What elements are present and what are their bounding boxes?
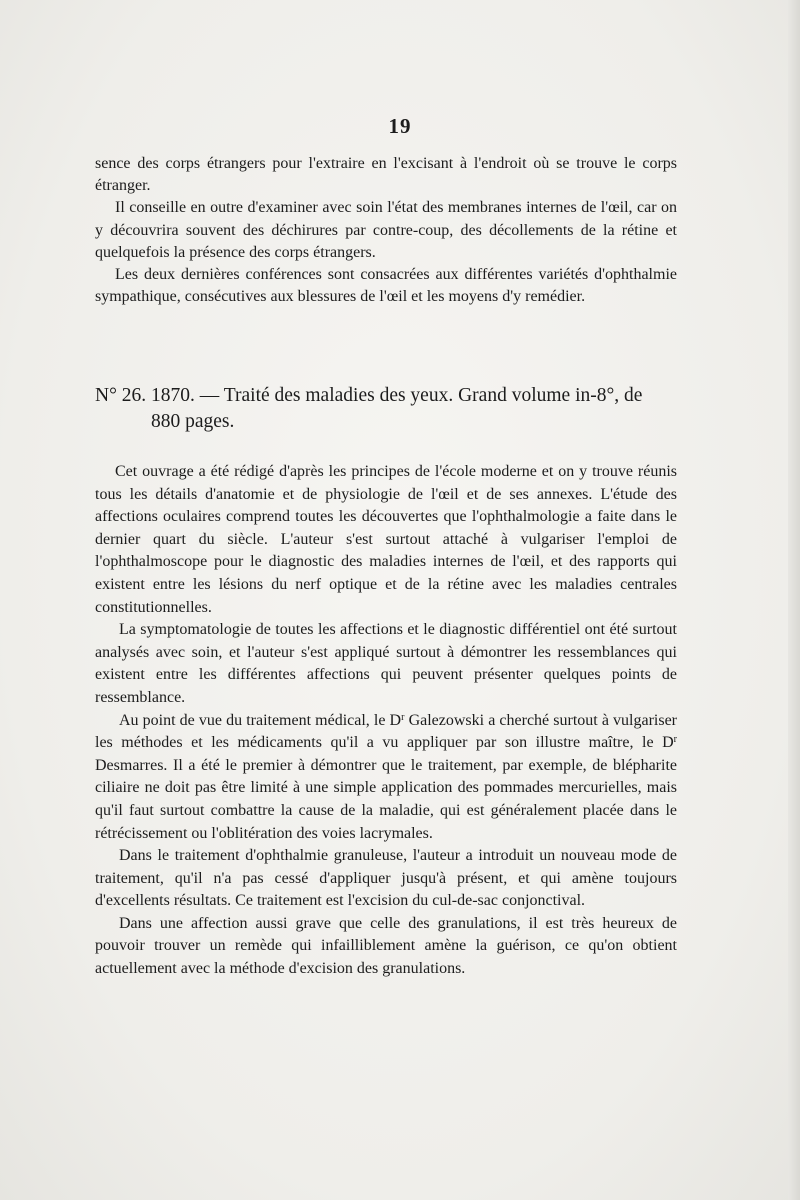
entry-heading-line1: N° 26. 1870. — Traité des maladies des yeux. Grand volume in-8°, de [95, 385, 643, 406]
paragraph: Il conseille en outre d'examiner avec soin l'état des membranes internes de l'œil, car on y découvrira souvent des déchirures par contre-coup, des décollements de la rétine et quelquefois la présence des corps étrangers. [95, 199, 677, 261]
paragraph: Dans une affection aussi grave que celle des granulations, il est très heureux de pouvoir trouver un remède qui infailliblement amène la guérison, ce qu'on obtient actuellement avec la méthode d'excision des granulations. [95, 914, 677, 978]
paragraph-text: Au point de vue du traitement médical, le D [119, 711, 402, 729]
entry-heading-line2: 880 pages. [151, 411, 235, 432]
top-text-block [95, 153, 677, 308]
page-edge-shadow [788, 0, 800, 1200]
paragraph: Les deux dernières conférences sont consacrées aux différentes variétés d'ophthalmie sympathique, consécutives aux blessures de l'œil et les moyens d'y remédier. [95, 266, 677, 306]
paragraph: Cet ouvrage a été rédigé d'après les principes de l'école moderne et on y trouve réunis tous les détails d'anatomie et de physiologie de l'œil et de ses annexes. L'étude des affections oculaires comprend toutes les découvertes que l'ophthalmologie a faite dans le dernier quart du siècle. L'auteur s'est surtout attaché à vulgariser l'emploi de l'ophthalmoscope pour le diagnostic des maladies internes de l'œil, et des rapports qui existent entre les lésions du nerf optique et de la rétine avec les maladies centrales constitutionnelles. [95, 463, 677, 616]
paragraph [95, 710, 677, 846]
body-text-block [95, 461, 677, 981]
paragraph-text: Desmarres. Il a été le premier à démontrer que le traitement, par exemple, de blépharite ciliaire ne doit pas être limité à une simple application des pommades mercurielles, mais qu'il faut surtout combattre la cause de la maladie, qui est généralement placée dans le rétrécissement ou l'oblitération des voies lacrymales. [95, 756, 677, 842]
paragraph-text: Galezowski a cherché surtout à vulgariser les méthodes et les médicaments qu'il a vu appliquer par son illustre maître, le D [95, 711, 678, 752]
paragraph: Dans le traitement d'ophthalmie granuleuse, l'auteur a introduit un nouveau mode de traitement, qu'il n'a pas cessé d'appliquer jusqu'à présent, et qui amène toujours d'excellents résultats. Ce traitement est l'excision du cul-de-sac conjonctival. [95, 847, 677, 910]
paragraph-continuation: sence des corps étrangers pour l'extraire en l'excisant à l'endroit où se trouve le corps étranger. [95, 155, 677, 195]
paragraph: La symptomatologie de toutes les affections et le diagnostic différentiel ont été surtout analysés avec soin, et l'auteur s'est appliqué surtout à démontrer les ressemblances qui existent entre les différentes affections qui peuvent présenter quelques points de ressemblance. [95, 621, 677, 706]
superscript: r [673, 734, 677, 746]
entry-heading [95, 383, 677, 435]
superscript: r [401, 711, 405, 723]
page-number: 19 [388, 114, 412, 138]
